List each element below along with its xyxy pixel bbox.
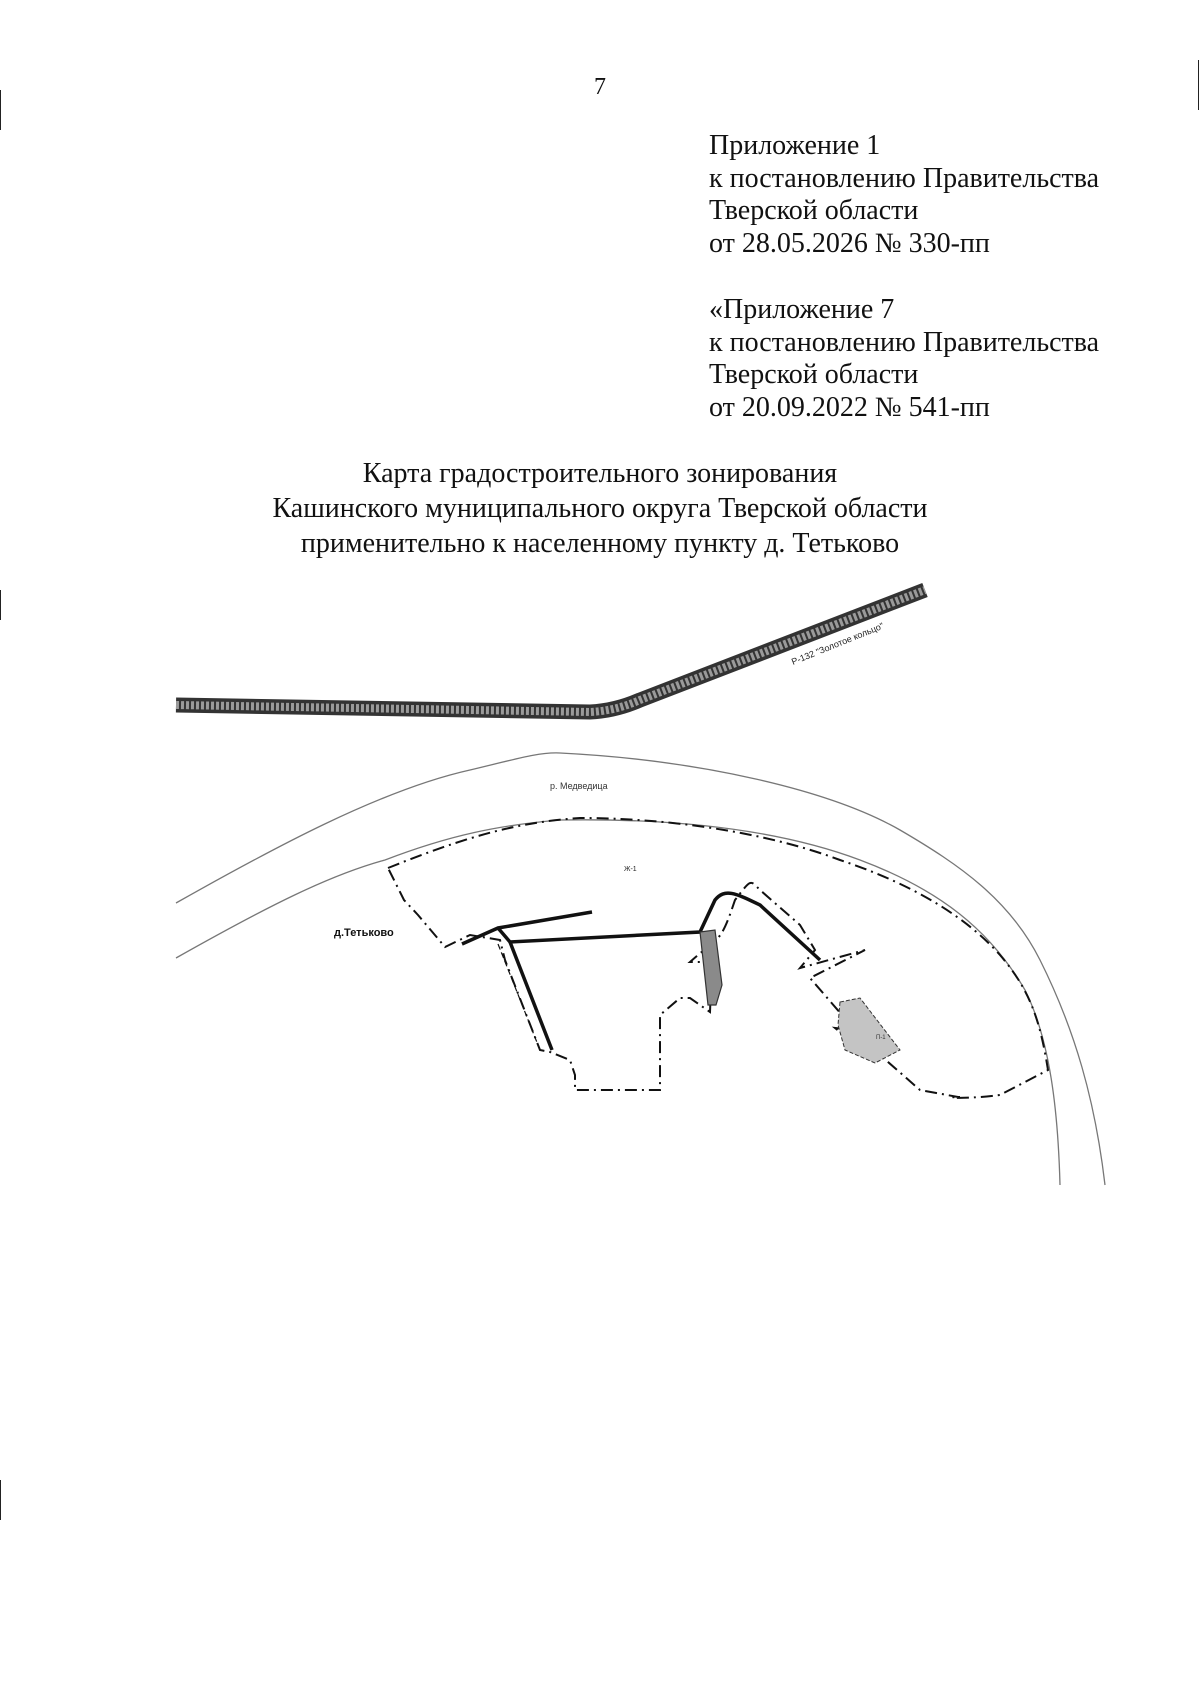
appendix-7-line4: от 20.09.2022 № 541-пп [709,391,990,423]
appendix-7-line1: «Приложение 7 [709,294,895,325]
appendix-1-line3: Тверской области [709,195,919,226]
road-label: Р-132 "Золотое кольцо" [790,620,886,667]
zone-small-label: П-1 [876,1035,886,1041]
title-line2: Кашинского муниципального округа Тверской области [272,493,928,524]
title-line1: Карта градостроительного зонирования [362,458,838,489]
village-label: д.Тетьково [334,927,394,939]
street-line [510,942,552,1050]
zoning-map [0,560,1200,1200]
street-line [462,893,820,960]
zone-residential-label: Ж-1 [624,866,637,873]
river-outer-bank [176,753,1105,1185]
appendix-1-line4: от 28.05.2026 № 330-пп [709,227,990,259]
appendix-7-block [709,294,1099,424]
zone-light-area [838,998,900,1063]
scan-edge-mark [0,1480,1,1520]
appendix-7-line2: к постановлению Правительства [709,326,1100,358]
river-inner-bank [176,820,1060,1185]
appendix-1-line2: к постановлению Правительства [709,162,1100,194]
appendix-7-line3: Тверской области [709,359,919,390]
appendix-1-block [709,130,1099,260]
document-title [0,456,1200,561]
zone-dark-strip [700,930,722,1005]
page-number: 7 [594,74,606,100]
title-line3: применительно к населенному пункту д. Тетьково [300,528,900,559]
appendix-1-line1: Приложение 1 [709,130,881,161]
river-label: р. Медведица [550,781,608,791]
